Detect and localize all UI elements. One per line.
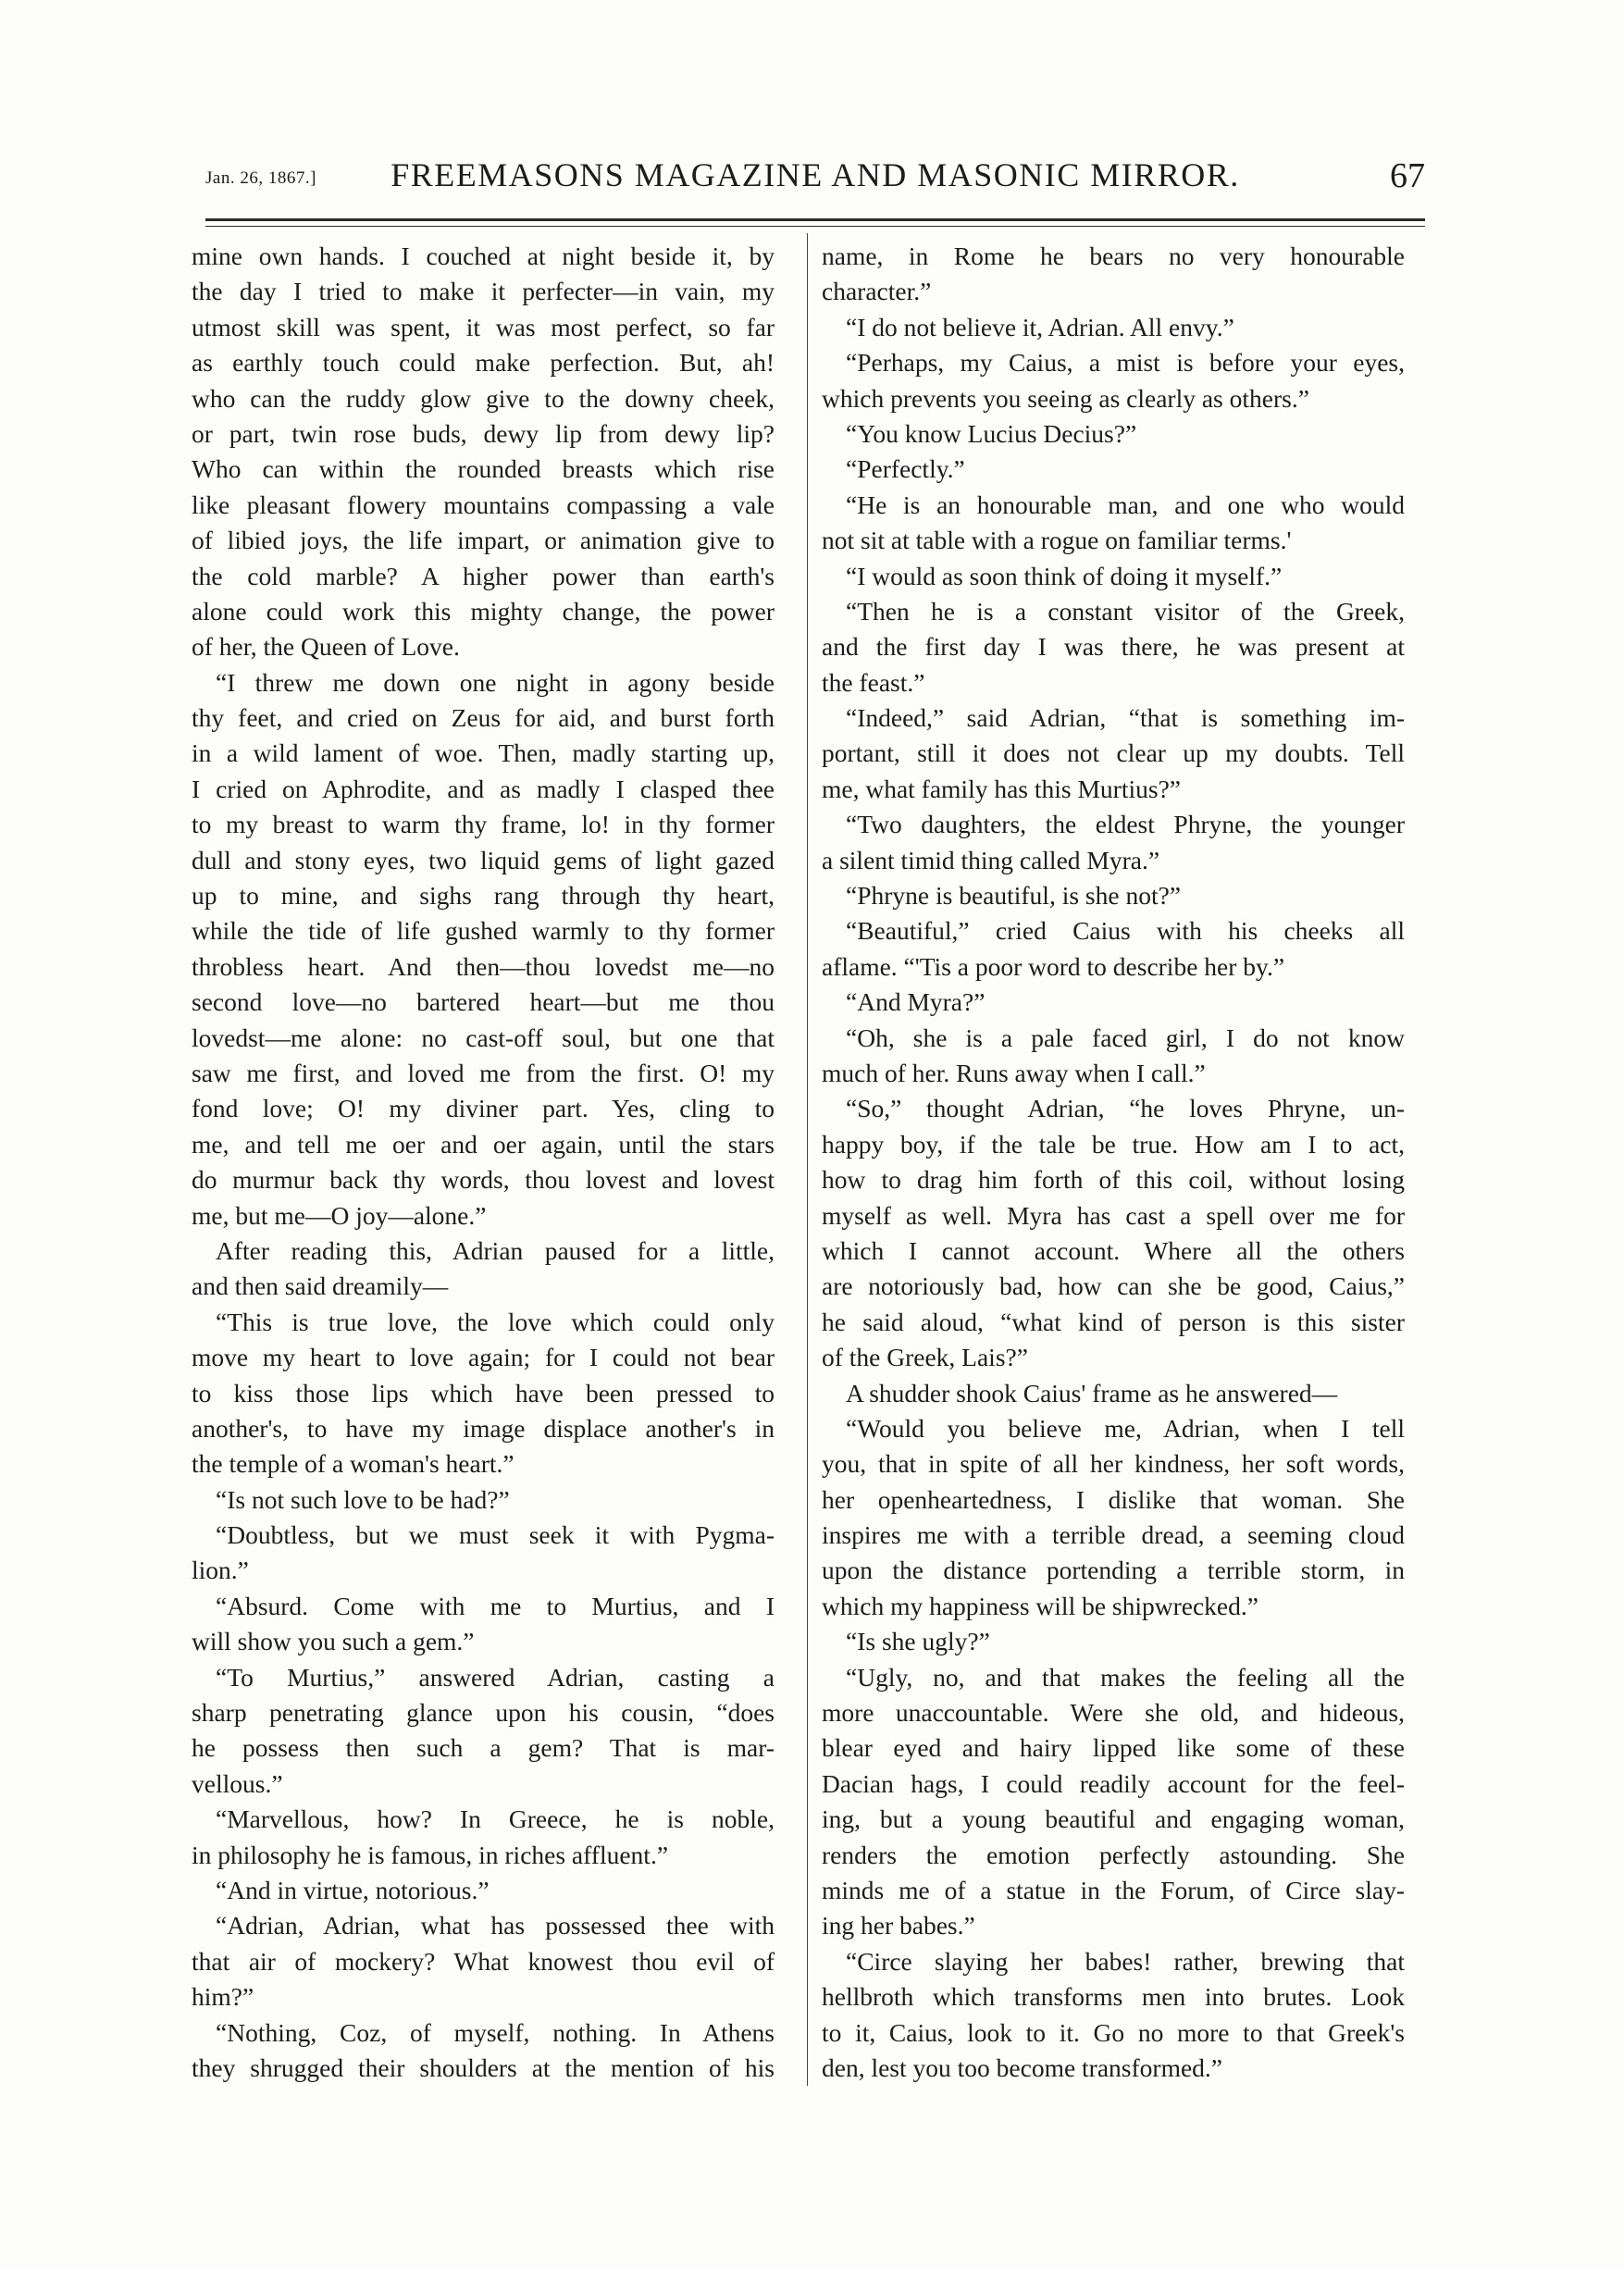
text-line: “Is not such love to be had?” [216, 1484, 510, 1514]
text-line: in philosophy he is famous, in riches affluent.” [192, 1840, 669, 1869]
text-line: name, in Rome he bears no very honourable [822, 242, 1405, 270]
text-line: and then said dreamily— [192, 1271, 449, 1301]
text-line: lovedst—me alone: no cast-off soul, but one that [192, 1023, 775, 1052]
text-line: blear eyed and hairy lipped like some of these [822, 1733, 1405, 1763]
text-line: “Oh, she is a pale faced girl, I do not know [846, 1023, 1405, 1052]
text-line: “Ugly, no, and that makes the feeling all the [846, 1662, 1405, 1692]
text-line: character.” [822, 277, 932, 306]
text-line: Who can within the rounded breasts which rise [192, 454, 775, 484]
text-line: the cold marble? A higher power than earth's [192, 561, 775, 590]
text-line: mine own hands. I couched at night beside it, by [192, 242, 775, 270]
text-line: “Circe slaying her babes! rather, brewing that [846, 1946, 1405, 1976]
text-line: portant, still it does not clear up my doubts. Tell [822, 738, 1405, 768]
text-line: a silent timid thing called Myra.” [822, 845, 1160, 874]
text-line: to kiss those lips which have been pressed to [192, 1378, 775, 1407]
text-line: to my breast to warm thy frame, lo! in thy former [192, 810, 775, 839]
text-line: will show you such a gem.” [192, 1627, 475, 1656]
text-line: that air of mockery? What knowest thou evil of [192, 1946, 775, 1976]
text-line: in a wild lament of woe. Then, madly starting up, [192, 738, 775, 768]
header-rule-thick [205, 218, 1425, 221]
text-line: they shrugged their shoulders at the mention of his [192, 2052, 775, 2082]
text-column-right [822, 239, 1405, 2086]
text-line: myself as well. Myra has cast a spell over me for [822, 1200, 1405, 1230]
text-line: “Doubtless, but we must seek it with Pygma- [216, 1520, 775, 1550]
text-line: I cried on Aphrodite, and as madly I clasped thee [192, 774, 775, 803]
text-line: “This is true love, the love which could only [216, 1307, 775, 1336]
text-line: “Phryne is beautiful, is she not?” [846, 881, 1181, 911]
running-head [205, 155, 1425, 202]
text-line: “Nothing, Coz, of myself, nothing. In Athens [216, 2017, 775, 2047]
text-line: inspires me with a terrible dread, a seeming cloud [822, 1520, 1405, 1550]
text-line: utmost skill was spent, it was most perfect, so far [192, 312, 775, 341]
text-line: “Marvellous, how? In Greece, he is noble, [216, 1804, 775, 1834]
text-line: alone could work this mighty change, the power [192, 596, 775, 626]
text-line: “Indeed,” said Adrian, “that is something im- [846, 703, 1405, 733]
text-line: to it, Caius, look to it. Go no more to that Greek's [822, 2017, 1405, 2047]
text-line: him?” [192, 1982, 254, 2012]
text-line: the feast.” [822, 667, 925, 697]
text-line: me, but me—O joy—alone.” [192, 1200, 487, 1230]
text-line: “Beautiful,” cried Caius with his cheeks all [846, 916, 1405, 946]
text-line: “Is she ugly?” [846, 1627, 990, 1656]
text-line: happy boy, if the tale be true. How am I to act, [822, 1129, 1405, 1159]
text-line: “So,” thought Adrian, “he loves Phryne, un- [846, 1094, 1405, 1123]
text-line: the day I tried to make it perfecter—in vain, my [192, 277, 775, 306]
text-line: who can the ruddy glow give to the downy cheek, [192, 383, 775, 413]
page-number: 67 [1390, 156, 1425, 195]
text-line: which I cannot account. Where all the others [822, 1235, 1405, 1265]
header-rule-thin [205, 226, 1425, 227]
text-line: like pleasant flowery mountains compassing a vale [192, 490, 775, 519]
text-line: “To Murtius,” answered Adrian, casting a [216, 1662, 775, 1692]
text-line: “I threw me down one night in agony beside [216, 667, 775, 697]
text-line: “I would as soon think of doing it myself.” [846, 561, 1283, 590]
text-line: he said aloud, “what kind of person is this sister [822, 1307, 1405, 1336]
text-line: of libied joys, the life impart, or animation give to [192, 526, 775, 555]
text-line: of her, the Queen of Love. [192, 632, 460, 662]
text-line: “I do not believe it, Adrian. All envy.” [846, 312, 1234, 341]
text-line: of the Greek, Lais?” [822, 1343, 1028, 1372]
text-line: “Absurd. Come with me to Murtius, and I [216, 1591, 775, 1620]
text-line: me, and tell me oer and oer again, until the stars [192, 1129, 775, 1159]
text-line: me, what family has this Murtius?” [822, 774, 1181, 803]
text-line: or part, twin rose buds, dewy lip from dewy lip? [192, 418, 775, 448]
text-line: renders the emotion perfectly astounding. She [822, 1840, 1405, 1869]
text-line: and the first day I was there, he was present at [822, 632, 1405, 662]
text-line: “Adrian, Adrian, what has possessed thee with [216, 1911, 775, 1940]
text-line: “Would you believe me, Adrian, when I tell [846, 1413, 1405, 1443]
text-line: while the tide of life gushed warmly to thy former [192, 916, 775, 946]
text-line: hellbroth which transforms men into brutes. Look [822, 1982, 1405, 2012]
text-line: “He is an honourable man, and one who would [846, 490, 1405, 519]
text-line: ing, but a young beautiful and engaging woman, [822, 1804, 1405, 1834]
text-line: more unaccountable. Were she old, and hideous, [822, 1698, 1405, 1728]
text-line: which my happiness will be shipwrecked.” [822, 1591, 1258, 1620]
text-line: throbless heart. And then—thou lovedst me—no [192, 951, 775, 981]
text-line: After reading this, Adrian paused for a little, [216, 1235, 775, 1265]
text-line: minds me of a statue in the Forum, of Circe slay- [822, 1875, 1405, 1904]
text-line: which prevents you seeing as clearly as others.” [822, 383, 1309, 413]
text-line: “And in virtue, notorious.” [216, 1875, 490, 1904]
text-line: not sit at table with a rogue on familiar terms.' [822, 526, 1292, 555]
text-line: saw me first, and loved me from the first. O! my [192, 1058, 775, 1087]
text-line: how to drag him forth of this coil, without losing [822, 1165, 1405, 1195]
text-line: “And Myra?” [846, 987, 986, 1017]
text-line: move my heart to love again; for I could not bear [192, 1343, 775, 1372]
text-line: as earthly touch could make perfection. But, ah! [192, 348, 775, 378]
text-line: lion.” [192, 1556, 249, 1585]
text-line: you, that in spite of all her kindness, her soft words, [822, 1449, 1405, 1479]
text-line: thy feet, and cried on Zeus for aid, and burst forth [192, 703, 775, 733]
column-divider [807, 233, 808, 2086]
text-line: sharp penetrating glance upon his cousin, “does [192, 1698, 775, 1728]
text-line: the temple of a woman's heart.” [192, 1449, 514, 1479]
text-line: aflame. “'Tis a poor word to describe her by.” [822, 951, 1285, 981]
text-line: are notoriously bad, how can she be good, Caius,” [822, 1271, 1405, 1301]
text-line: dull and stony eyes, two liquid gems of light gazed [192, 845, 775, 874]
issue-date: Jan. 26, 1867.] [205, 168, 316, 188]
text-line: “Perhaps, my Caius, a mist is before your eyes, [846, 348, 1405, 378]
text-line: another's, to have my image displace another's in [192, 1413, 775, 1443]
text-line: ing her babes.” [822, 1911, 975, 1940]
text-line: “Two daughters, the eldest Phryne, the younger [846, 810, 1405, 839]
text-line: second love—no bartered heart—but me thou [192, 987, 775, 1017]
text-line: den, lest you too become transformed.” [822, 2052, 1222, 2082]
text-line: upon the distance portending a terrible storm, in [822, 1556, 1405, 1585]
text-line: “You know Lucius Decius?” [846, 418, 1137, 448]
text-line: he possess then such a gem? That is mar- [192, 1733, 775, 1763]
text-line: A shudder shook Caius' frame as he answered— [846, 1378, 1338, 1407]
text-line: Dacian hags, I could readily account for the feel- [822, 1768, 1405, 1798]
text-line: vellous.” [192, 1768, 283, 1798]
text-column-left [192, 239, 775, 2086]
text-line: “Then he is a constant visitor of the Greek, [846, 596, 1405, 626]
text-line: much of her. Runs away when I call.” [822, 1058, 1206, 1087]
text-line: her openheartedness, I dislike that woman. She [822, 1484, 1405, 1514]
text-line: up to mine, and sighs rang through thy heart, [192, 881, 775, 911]
text-line: fond love; O! my diviner part. Yes, cling to [192, 1094, 775, 1123]
publication-title: FREEMASONS MAGAZINE AND MASONIC MIRROR. [391, 156, 1240, 193]
text-line: do murmur back thy words, thou lovest and lovest [192, 1165, 775, 1195]
text-line: “Perfectly.” [846, 454, 965, 484]
